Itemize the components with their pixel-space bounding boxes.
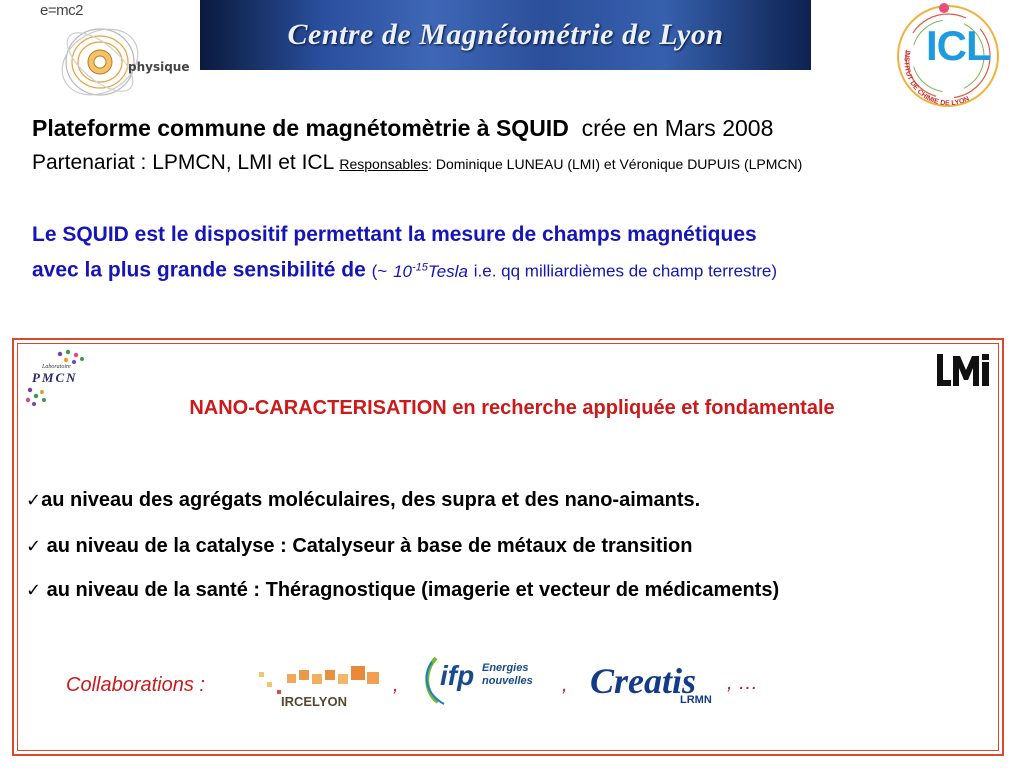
creatis-logo	[588, 652, 718, 712]
lmi-mark-icon	[936, 352, 992, 390]
sensitivity-explanation: i.e. qq milliardièmes de champ terrestre)	[473, 261, 778, 281]
universite-lyon1-physique-logo	[4, 0, 200, 100]
collaboration-separator: ,	[562, 674, 568, 696]
responsables-names: : Dominique LUNEAU (LMI) et Véronique DUPUIS (LPMCN)	[428, 156, 803, 172]
svg-text:Laboratoire: Laboratoire	[42, 364, 71, 370]
bullet-text: au niveau des agrégats moléculaires, des supra et des nano-aimants.	[41, 489, 701, 511]
ircelyon-logo	[257, 660, 385, 712]
squid-line-1: Le SQUID est le dispositif permettant la mesure de champs magnétiques	[32, 223, 757, 246]
creation-date: crée en Mars 2008	[581, 115, 774, 141]
nano-title-strong: NANO-CARACTERISATION	[189, 397, 447, 419]
creatis-lrmn: LRMN	[680, 694, 712, 706]
icl-logo	[884, 0, 1016, 112]
emc2-formula: e=mc2	[40, 2, 83, 19]
bullet-text: au niveau de la catalyse : Catalyseur à base de métaux de transition	[41, 535, 693, 557]
icl-ring-text	[884, 0, 1016, 112]
physique-label: physique	[128, 60, 190, 74]
checkmark-icon: ✓	[26, 580, 42, 601]
collaboration-ellipsis: , …	[727, 672, 759, 694]
squid-description	[32, 219, 777, 288]
bullet-text: au niveau de la santé : Théragnostique (imagerie et vecteur de médicaments)	[41, 579, 780, 601]
lmi-logo	[936, 352, 992, 390]
squid-open-paren: (~	[371, 261, 388, 281]
checkmark-icon: ✓	[26, 536, 42, 557]
bullet-item	[26, 535, 692, 558]
platform-title-line	[32, 115, 773, 142]
svg-text:INSTITUT DE CHIMIE DE LYON: INSTITUT DE CHIMIE DE LYON	[902, 49, 971, 108]
nano-title-rest: en recherche appliquée et fondamentale	[452, 397, 835, 419]
atom-orbits-icon	[4, 0, 200, 100]
sensitivity-value: $10^{-15}Tesla$	[393, 261, 468, 281]
svg-text:PMCN: PMCN	[32, 370, 78, 385]
collaborations-label: Collaborations :	[66, 674, 205, 696]
squid-line-2: avec la plus grande sensibilité de	[32, 258, 366, 282]
ifpen-short: ifp	[440, 660, 475, 691]
ifpen-tagline: Energies nouvelles	[482, 662, 533, 687]
platform-title: Plateforme commune de magnétomètrie à SQUID	[32, 115, 569, 141]
nano-characterisation-title	[0, 397, 1024, 420]
bullet-item	[26, 489, 700, 512]
partnership-line	[32, 151, 802, 175]
banner-title: Centre de Magnétométrie de Lyon	[287, 18, 724, 51]
header-banner	[200, 0, 811, 70]
ifpen-logo	[422, 652, 544, 708]
icl-acronym: ICL	[926, 22, 991, 69]
creatis-name: Creatis	[590, 661, 697, 701]
responsables-label: Responsables	[339, 156, 429, 172]
checkmark-icon: ✓	[26, 490, 42, 511]
bullet-item	[26, 579, 779, 602]
partners-text: Partenariat : LPMCN, LMI et ICL	[32, 151, 334, 174]
svg-text:LMI: LMI	[936, 352, 938, 353]
collaboration-separator: ,	[393, 674, 399, 696]
ircelyon-name: IRCELYON	[281, 694, 347, 709]
